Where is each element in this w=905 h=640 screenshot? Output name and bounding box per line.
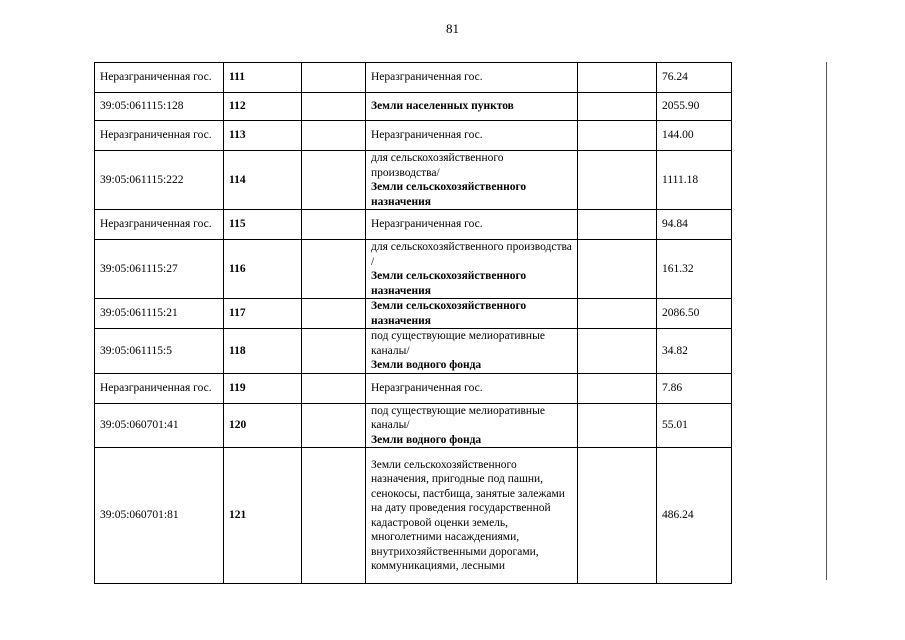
plot-number-cell: 118 [224, 329, 302, 374]
cadastral-number-cell: 39:05:060701:41 [95, 403, 224, 448]
land-category-cell [366, 448, 578, 584]
empty-cell [302, 210, 366, 240]
area-cell: 76.24 [657, 63, 732, 93]
plot-number-cell: 120 [224, 403, 302, 448]
page-number: 81 [446, 21, 459, 36]
land-category-bold: Земли сельскохозяйственного назначения [371, 181, 527, 208]
cadastral-number-cell: Неразграниченная гос. [95, 63, 224, 93]
land-category-cell [366, 151, 578, 210]
land-category-cell [366, 121, 578, 151]
land-category-bold: Земли сельскохозяйственного назначения [371, 270, 527, 297]
land-category-text: под существующие мелиоративные каналы/ [371, 330, 545, 357]
empty-cell [302, 121, 366, 151]
land-category-text: для сельскохозяйственного производства/ [371, 152, 504, 179]
right-margin-line [826, 62, 827, 580]
extra-cell [578, 151, 657, 210]
cadastral-number-cell: 39:05:061115:222 [95, 151, 224, 210]
extra-cell [578, 121, 657, 151]
plot-number-cell: 115 [224, 210, 302, 240]
extra-cell [578, 403, 657, 448]
land-category-bold: Земли сельскохозяйственного назначения [371, 300, 527, 327]
plot-number-cell: 121 [224, 448, 302, 584]
plot-number-cell: 119 [224, 373, 302, 403]
area-cell: 34.82 [657, 329, 732, 374]
table-row [95, 121, 732, 151]
area-cell: 144.00 [657, 121, 732, 151]
empty-cell [302, 151, 366, 210]
land-category-cell [366, 403, 578, 448]
area-cell: 94.84 [657, 210, 732, 240]
plot-number-cell: 112 [224, 93, 302, 121]
plot-number-cell: 114 [224, 151, 302, 210]
table-row [95, 403, 732, 448]
land-category-text: Неразграниченная гос. [371, 71, 483, 84]
land-plots-table-body [95, 63, 732, 584]
extra-cell [578, 373, 657, 403]
land-category-cell [366, 93, 578, 121]
land-category-text: Земли сельскохозяйственного назначения, пригодные под пашни, сенокосы, пастбища, занятые залежами на дату проведения государственной кадастровой оценки земель, многолетними насаждениями, внутрихозяйственными дорогами, коммуникациями, лесными [371, 458, 565, 572]
table-row [95, 240, 732, 299]
empty-cell [302, 448, 366, 584]
area-cell: 2086.50 [657, 299, 732, 329]
empty-cell [302, 403, 366, 448]
empty-cell [302, 299, 366, 329]
land-category-text: Неразграниченная гос. [371, 218, 483, 231]
area-cell: 2055.90 [657, 93, 732, 121]
table-row [95, 210, 732, 240]
empty-cell [302, 329, 366, 374]
area-cell: 486.24 [657, 448, 732, 584]
extra-cell [578, 93, 657, 121]
table-row [95, 448, 732, 584]
extra-cell [578, 329, 657, 374]
table-row [95, 329, 732, 374]
area-cell: 55.01 [657, 403, 732, 448]
empty-cell [302, 63, 366, 93]
land-category-cell [366, 240, 578, 299]
area-cell: 7.86 [657, 373, 732, 403]
land-plots-table [94, 62, 732, 584]
land-category-text: Неразграниченная гос. [371, 129, 483, 142]
table-row [95, 151, 732, 210]
cadastral-number-cell: Неразграниченная гос. [95, 121, 224, 151]
land-category-bold: Земли водного фонда [371, 359, 482, 371]
extra-cell [578, 448, 657, 584]
extra-cell [578, 299, 657, 329]
land-category-text: под существующие мелиоративные каналы/ [371, 404, 545, 431]
land-category-cell [366, 373, 578, 403]
extra-cell [578, 240, 657, 299]
cadastral-number-cell: 39:05:060701:81 [95, 448, 224, 584]
extra-cell [578, 63, 657, 93]
cadastral-number-cell: 39:05:061115:21 [95, 299, 224, 329]
table-row [95, 299, 732, 329]
land-category-cell [366, 210, 578, 240]
cadastral-number-cell: Неразграниченная гос. [95, 373, 224, 403]
land-category-text: для сельскохозяйственного производства / [371, 241, 572, 268]
cadastral-number-cell: Неразграниченная гос. [95, 210, 224, 240]
area-cell: 1111.18 [657, 151, 732, 210]
cadastral-number-cell: 39:05:061115:128 [95, 93, 224, 121]
extra-cell [578, 210, 657, 240]
land-category-bold: Земли населенных пунктов [371, 100, 514, 113]
land-category-cell [366, 63, 578, 93]
plot-number-cell: 111 [224, 63, 302, 93]
plot-number-cell: 117 [224, 299, 302, 329]
land-category-text: Неразграниченная гос. [371, 381, 483, 394]
empty-cell [302, 240, 366, 299]
plot-number-cell: 113 [224, 121, 302, 151]
empty-cell [302, 93, 366, 121]
cadastral-number-cell: 39:05:061115:5 [95, 329, 224, 374]
land-category-cell [366, 299, 578, 329]
table-row [95, 63, 732, 93]
plot-number-cell: 116 [224, 240, 302, 299]
land-category-bold: Земли водного фонда [371, 433, 482, 446]
empty-cell [302, 373, 366, 403]
table-row [95, 373, 732, 403]
land-category-cell [366, 329, 578, 374]
cadastral-number-cell: 39:05:061115:27 [95, 240, 224, 299]
area-cell: 161.32 [657, 240, 732, 299]
table-row [95, 93, 732, 121]
